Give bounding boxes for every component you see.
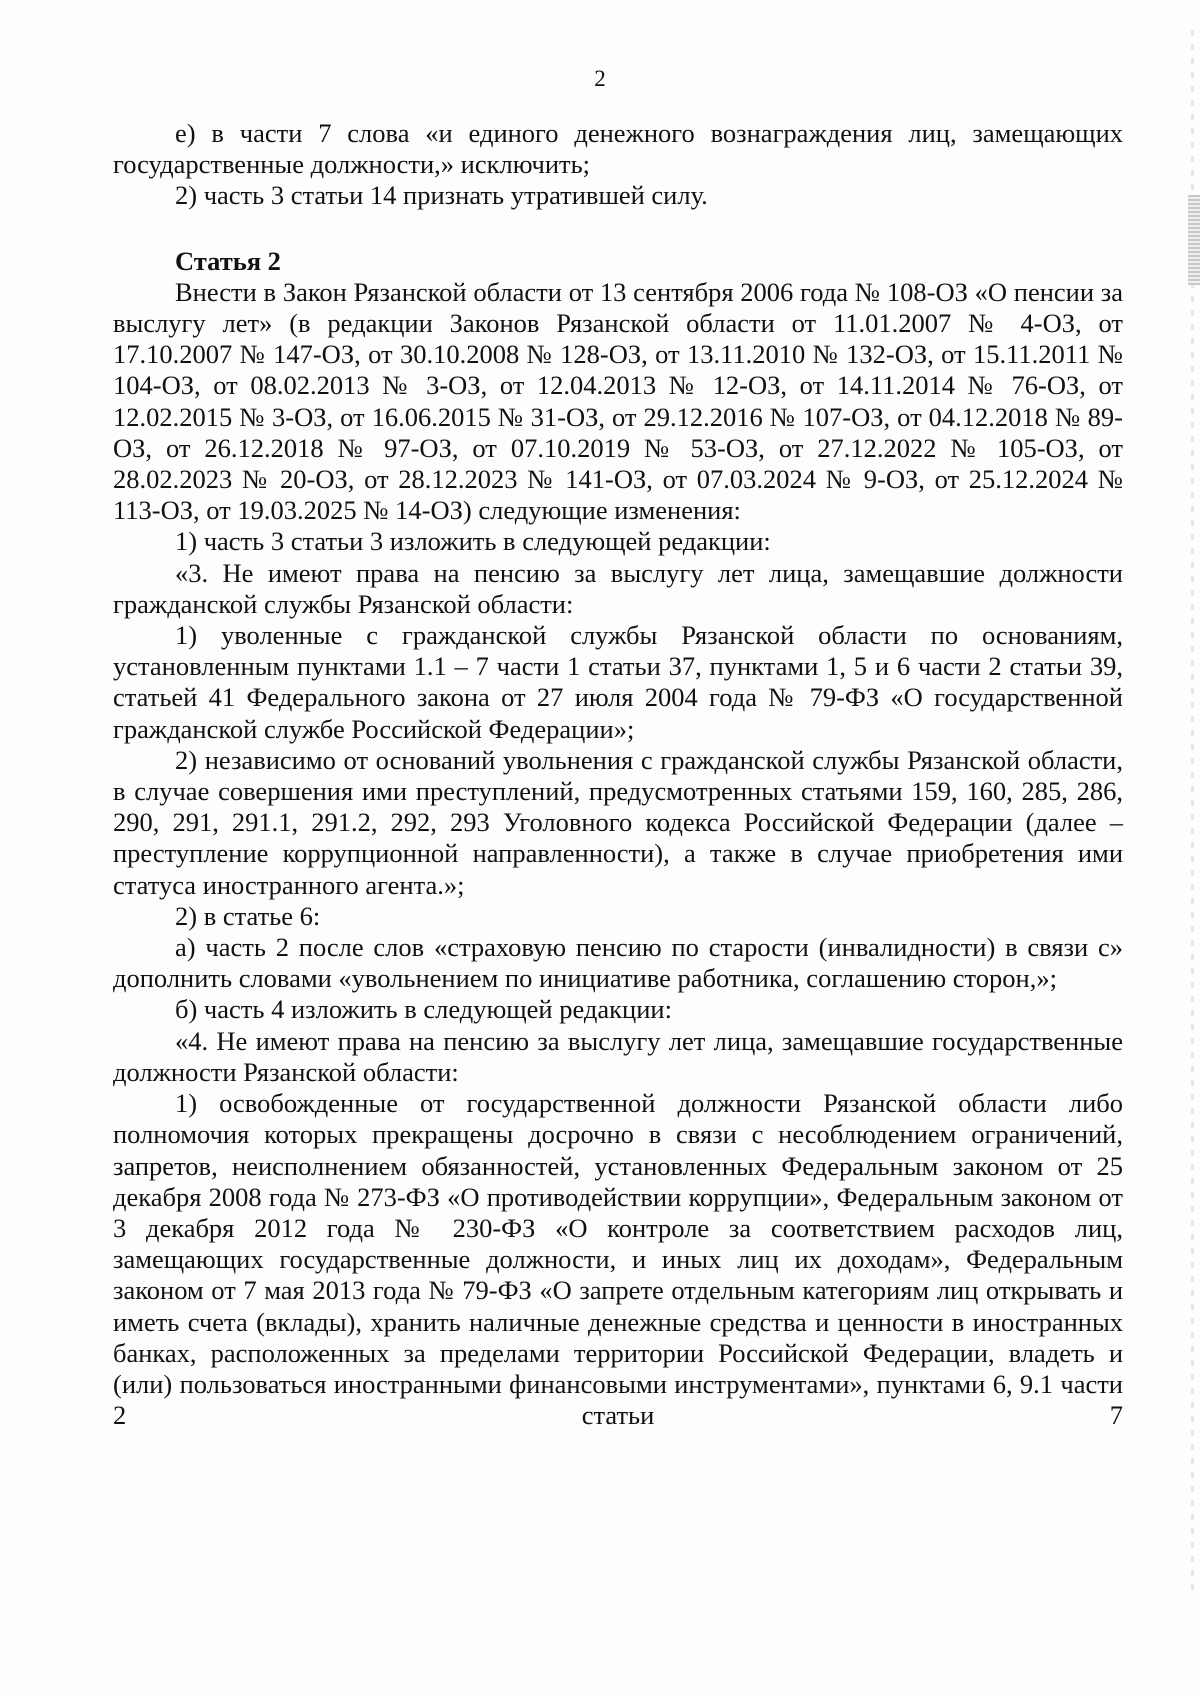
paragraph: 1) освобожденные от государственной должности Рязанской области либо полномочия которых прекращены досрочно в связи с несоблюдением ограничений, запретов, неисполнением обязанностей, установленных Федеральным законом от 25 декабря 2008 года № 273-ФЗ «О противодействии коррупции», Федеральным законом от 3 декабря 2012 года № 230-ФЗ «О контроле за соответствием расходов лиц, замещающих государственные должности, и иных лиц их доходам», Федеральным законом от 7 мая 2013 года № 79-ФЗ «О запрете отдельным категориям лиц открывать и иметь счета (вклады), хранить наличные денежные средства и ценности в иностранных банках, расположенных за пределами территории Российской Федерации, владеть и (или) пользоваться иностранными финансовыми инструментами», пунктами 6, 9.1 части 2 статьи 7 bbox=[113, 1088, 1123, 1431]
page-number: 2 bbox=[594, 66, 606, 91]
article-heading: Статья 2 bbox=[175, 245, 281, 276]
paragraph: 1) уволенные с гражданской службы Рязанской области по основаниям, установленным пунктами 1.1 – 7 части 1 статьи 37, пунктами 1, 5 и 6 части 2 статьи 39, статьей 41 Федерального закона от 27 июля 2004 года № 79-ФЗ «О государственной гражданской службе Российской Федерации»; bbox=[113, 620, 1123, 744]
paragraph: б) часть 4 изложить в следующей редакции: bbox=[175, 994, 672, 1025]
paragraph: «4. Не имеют права на пенсию за выслугу лет лица, замещавшие государственные должности Рязанской области: bbox=[113, 1025, 1123, 1087]
document-body bbox=[113, 118, 1123, 1431]
scan-edge-mark bbox=[1188, 195, 1200, 285]
paragraph: е) в части 7 слова «и единого денежного вознаграждения лиц, замещающих государственные должности,» исключить; bbox=[113, 118, 1123, 180]
paragraph: 2) часть 3 статьи 14 признать утратившей силу. bbox=[175, 180, 708, 211]
paragraph: 2) независимо от оснований увольнения с гражданской службы Рязанской области, в случае совершения ими преступлений, предусмотренных статьями 159, 160, 285, 286, 290, 291, 291.1, 291.2, 292, 293 Уголовного кодекса Российской Федерации (далее – преступление коррупционной направленности), а также в случае приобретения ими статуса иностранного агента.»; bbox=[113, 744, 1123, 900]
paragraph: 1) часть 3 статьи 3 изложить в следующей редакции: bbox=[175, 526, 771, 557]
paragraph: а) часть 2 после слов «страховую пенсию по старости (инвалидности) в связи с» дополнить словами «увольнением по инициативе работника, соглашению сторон,»; bbox=[113, 932, 1123, 994]
paragraph: 2) в статье 6: bbox=[175, 900, 321, 931]
paragraph: «3. Не имеют права на пенсию за выслугу лет лица, замещавшие должности гражданской службы Рязанской области: bbox=[113, 557, 1123, 619]
paragraph: Внести в Закон Рязанской области от 13 сентября 2006 года № 108-ОЗ «О пенсии за выслугу лет» (в редакции Законов Рязанской области от 11.01.2007 № 4-ОЗ, от 17.10.2007 № 147-ОЗ, от 30.10.2008 № 128-ОЗ, от 13.11.2010 № 132-ОЗ, от 15.11.2011 № 104-ОЗ, от 08.02.2013 № 3-ОЗ, от 12.04.2013 № 12-ОЗ, от 14.11.2014 № 76-ОЗ, от 12.02.2015 № 3-ОЗ, от 16.06.2015 № 31-ОЗ, от 29.12.2016 № 107-ОЗ, от 04.12.2018 № 89-ОЗ, от 26.12.2018 № 97-ОЗ, от 07.10.2019 № 53-ОЗ, от 27.12.2022 № 105-ОЗ, от 28.02.2023 № 20-ОЗ, от 28.12.2023 № 141-ОЗ, от 07.03.2024 № 9-ОЗ, от 25.12.2024 № 113-ОЗ, от 19.03.2025 № 14-ОЗ) следующие изменения: bbox=[113, 276, 1123, 526]
